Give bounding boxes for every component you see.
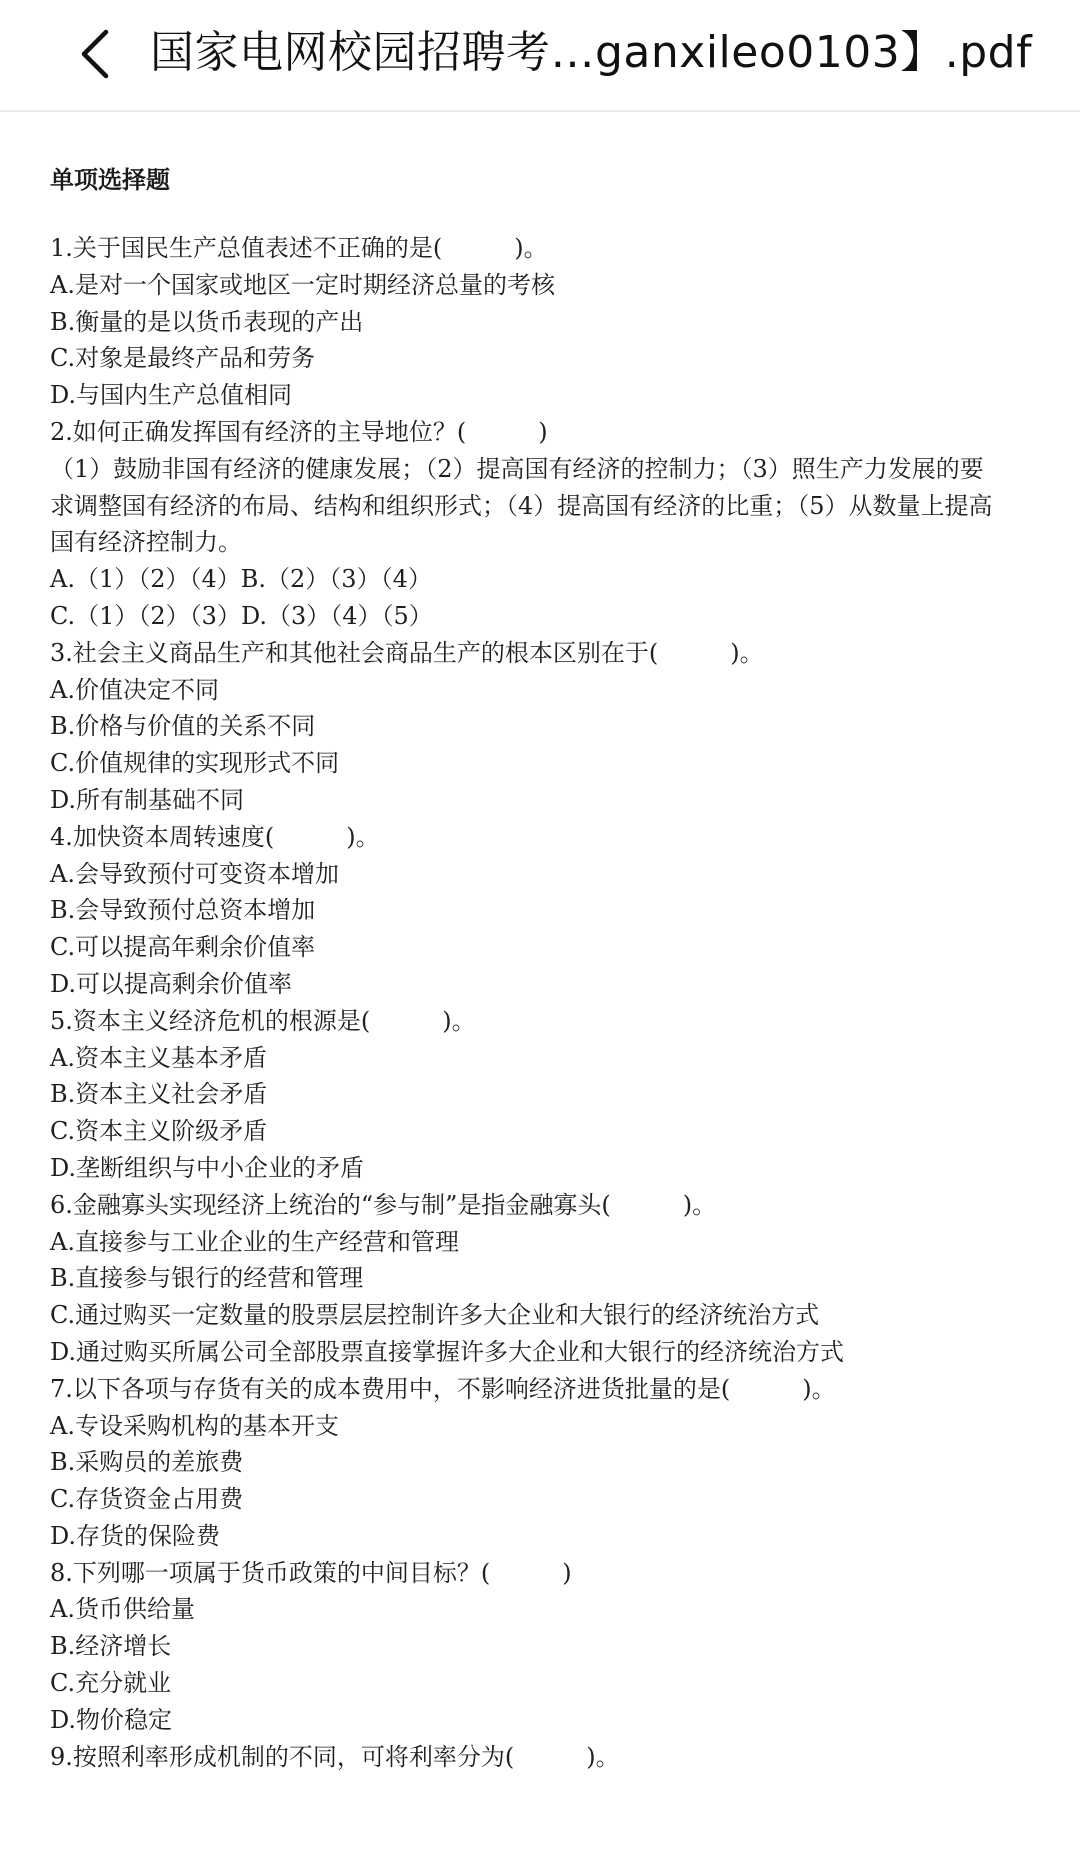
- text-line: C.资本主义阶级矛盾: [50, 1117, 268, 1146]
- text-line: A.（1）（2）（4）B.（2）（3）（4）: [50, 565, 432, 594]
- text-line: C.通过购买一定数量的股票层层控制许多大企业和大银行的经济统治方式: [50, 1301, 820, 1330]
- text-line: D.可以提高剩余价值率: [50, 969, 293, 998]
- text-line: 5.资本主义经济危机的根源是( )。: [50, 1006, 476, 1035]
- text-line: （1）鼓励非国有经济的健康发展；（2）提高国有经济的控制力；（3）照生产力发展的要: [50, 454, 984, 483]
- text-line: 2.如何正确发挥国有经济的主导地位？( ): [50, 417, 548, 446]
- text-line: A.会导致预付可变资本增加: [50, 859, 339, 888]
- text-line: 6.金融寡头实现经济上统治的“参与制”是指金融寡头( )。: [50, 1190, 717, 1219]
- pdf-page[interactable]: [0, 112, 1080, 1864]
- text-line: C.对象是最终产品和劳务: [50, 344, 316, 373]
- text-line: A.资本主义基本矛盾: [50, 1043, 267, 1072]
- text-line: A.直接参与工业企业的生产经营和管理: [50, 1227, 459, 1256]
- text-line: D.通过购买所属公司全部股票直接掌握许多大企业和大银行的经济统治方式: [50, 1337, 845, 1366]
- text-line: B.资本主义社会矛盾: [50, 1080, 268, 1109]
- text-line: B.会导致预付总资本增加: [50, 896, 316, 925]
- text-line: B.经济增长: [50, 1632, 172, 1661]
- text-line: A.货币供给量: [50, 1595, 195, 1624]
- back-button[interactable]: [64, 22, 124, 86]
- text-line: 9.按照利率形成机制的不同，可将利率分为( )。: [50, 1742, 620, 1771]
- text-line: D.与国内生产总值相同: [50, 381, 293, 410]
- text-line: A.专设采购机构的基本开支: [50, 1411, 339, 1440]
- text-line: B.采购员的差旅费: [50, 1448, 244, 1477]
- text-line: C.充分就业: [50, 1669, 172, 1698]
- text-line: 4.加快资本周转速度( )。: [50, 822, 380, 851]
- top-bar: [0, 0, 1080, 112]
- text-line: A.是对一个国家或地区一定时期经济总量的考核: [50, 270, 555, 299]
- text-line: C.可以提高年剩余价值率: [50, 933, 316, 962]
- text-line: D.物价稳定: [50, 1705, 173, 1734]
- question-list: [50, 230, 1040, 1775]
- text-line: 国有经济控制力。: [50, 528, 242, 557]
- text-line: D.垄断组织与中小企业的矛盾: [50, 1153, 365, 1182]
- text-line: D.所有制基础不同: [50, 785, 245, 814]
- text-line: 7.以下各项与存货有关的成本费用中，不影响经济进货批量的是( )。: [50, 1374, 836, 1403]
- text-line: 1.关于国民生产总值表述不正确的是( )。: [50, 234, 548, 262]
- text-line: 8.下列哪一项属于货币政策的中间目标？( ): [50, 1558, 572, 1587]
- text-line: B.价格与价值的关系不同: [50, 712, 316, 741]
- text-line: A.价值决定不同: [50, 675, 219, 704]
- text-line: 3.社会主义商品生产和其他社会商品生产的根本区别在于( )。: [50, 638, 764, 667]
- text-line: D.存货的保险费: [50, 1521, 221, 1550]
- section-title: 单项选择题: [50, 166, 170, 194]
- document-title: 国家电网校园招聘考…ganxileo0103】.pdf: [150, 27, 1033, 78]
- text-line: C.价值规律的实现形式不同: [50, 749, 340, 778]
- text-line: B.衡量的是以货币表现的产出: [50, 307, 364, 336]
- text-line: C.（1）（2）（3）D.（3）（4）（5）: [50, 601, 433, 630]
- text-line: 求调整国有经济的布局、结构和组织形式；（4）提高国有经济的比重；（5）从数量上提高: [50, 491, 993, 520]
- text-line: C.存货资金占用费: [50, 1485, 244, 1514]
- chevron-left-icon: [76, 28, 112, 80]
- text-line: B.直接参与银行的经营和管理: [50, 1264, 364, 1293]
